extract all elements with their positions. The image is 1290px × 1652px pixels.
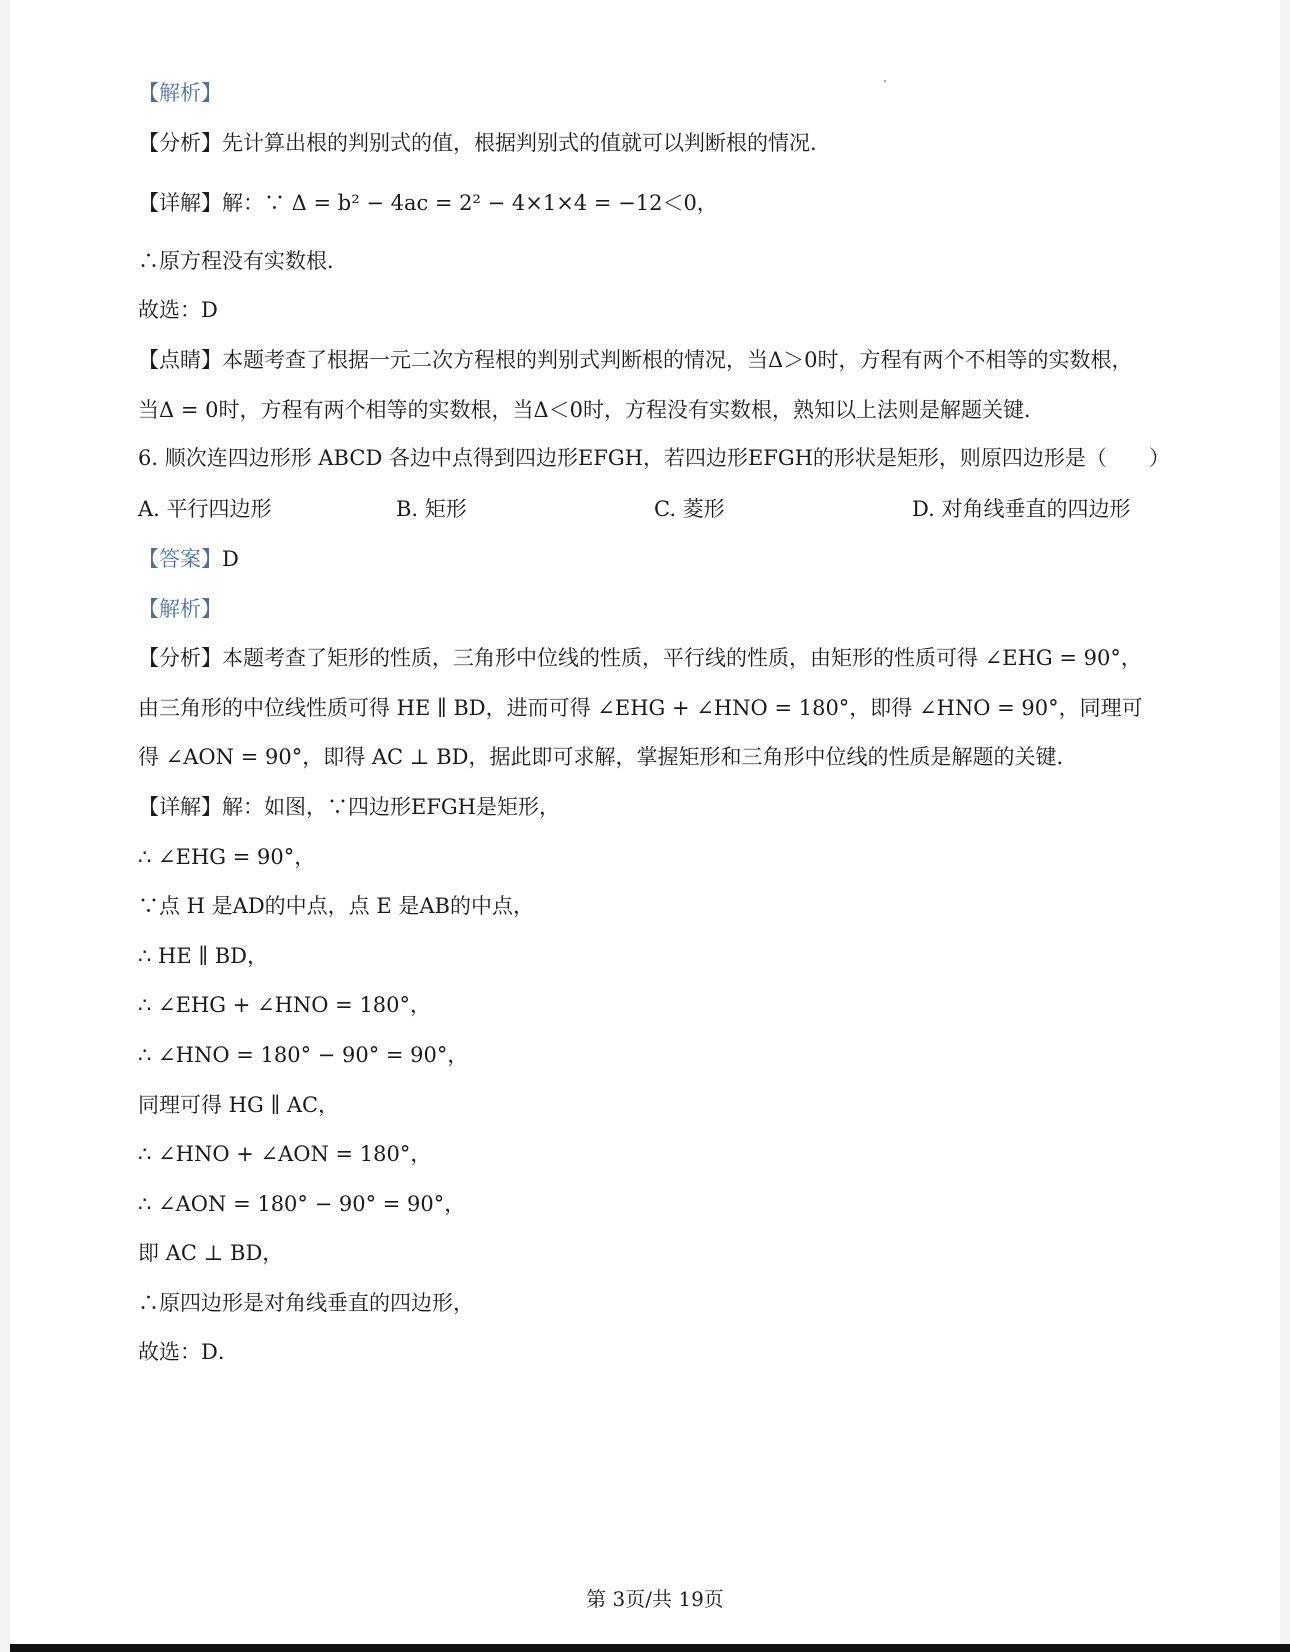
speck bbox=[884, 80, 886, 82]
analysis-line: 【分析】先计算出根的判别式的值，根据判别式的值就可以判断根的情况． bbox=[138, 131, 831, 155]
option-b: B. 矩形 bbox=[396, 497, 467, 521]
choice-line: 故选：D bbox=[138, 298, 218, 322]
solution-line-7: 同理可得 HG ∥ AC， bbox=[138, 1093, 340, 1117]
analysis-heading-2: 【解析】 bbox=[138, 597, 222, 621]
question-6: 6. 顺次连四边形形 ABCD 各边中点得到四边形EFGH，若四边形EFGH的形状是矩形，则原四边形是（ ） bbox=[138, 446, 1170, 470]
page-footer: 第 3页/共 19页 bbox=[586, 1587, 724, 1611]
option-c: C. 菱形 bbox=[654, 497, 725, 521]
comment-line-1: 【点睛】本题考查了根据一元二次方程根的判别式判断根的情况，当Δ＞0时，方程有两个不相等的实数根， bbox=[138, 348, 1133, 372]
solution-line-1: 【详解】解：如图，∵四边形EFGH是矩形， bbox=[138, 795, 560, 819]
solution-line-12: 故选：D． bbox=[138, 1340, 239, 1364]
solution-line-3: ∵点 H 是AD的中点，点 E 是AB的中点， bbox=[138, 894, 534, 918]
answer-line bbox=[138, 544, 239, 574]
solution-line-10: 即 AC ⊥ BD， bbox=[138, 1241, 284, 1265]
comment-line-2: 当Δ = 0时，方程有两个相等的实数根，当Δ＜0时，方程没有实数根，熟知以上法则是解题关键． bbox=[138, 398, 1045, 422]
solution-line-2: ∴ ∠EHG = 90°， bbox=[138, 845, 316, 869]
detail-line: 【详解】解：∵ Δ = b² − 4ac = 2² − 4×1×4 = −12＜0， bbox=[138, 191, 718, 215]
solution-line-6: ∴ ∠HNO = 180° − 90° = 90°， bbox=[138, 1043, 469, 1067]
solution-line-5: ∴ ∠EHG + ∠HNO = 180°， bbox=[138, 993, 432, 1017]
solution-line-9: ∴ ∠AON = 180° − 90° = 90°， bbox=[138, 1192, 466, 1216]
conclusion-line: ∴原方程没有实数根． bbox=[138, 249, 348, 273]
analysis2-line-1: 【分析】本题考查了矩形的性质，三角形中位线的性质，平行线的性质，由矩形的性质可得 ∠EHG = 90°， bbox=[138, 646, 1142, 670]
analysis2-line-3: 得 ∠AON = 90°，即得 AC ⊥ BD，据此即可求解，掌握矩形和三角形中位线的性质是解题的关键． bbox=[138, 745, 1078, 769]
solution-line-8: ∴ ∠HNO + ∠AON = 180°， bbox=[138, 1142, 432, 1166]
solution-line-4: ∴ HE ∥ BD， bbox=[138, 944, 268, 968]
option-d: D. 对角线垂直的四边形 bbox=[912, 497, 1131, 521]
analysis2-line-2: 由三角形的中位线性质可得 HE ∥ BD，进而可得 ∠EHG + ∠HNO = 180°，即得 ∠HNO = 90°，同理可 bbox=[138, 696, 1143, 720]
bottom-edge bbox=[10, 1644, 1290, 1652]
analysis-heading-1: 【解析】 bbox=[138, 81, 222, 105]
answer-label: 【答案】 bbox=[138, 547, 222, 571]
solution-line-11: ∴原四边形是对角线垂直的四边形， bbox=[138, 1291, 474, 1315]
answer-value: D bbox=[222, 547, 239, 571]
option-a: A. 平行四边形 bbox=[138, 497, 272, 521]
